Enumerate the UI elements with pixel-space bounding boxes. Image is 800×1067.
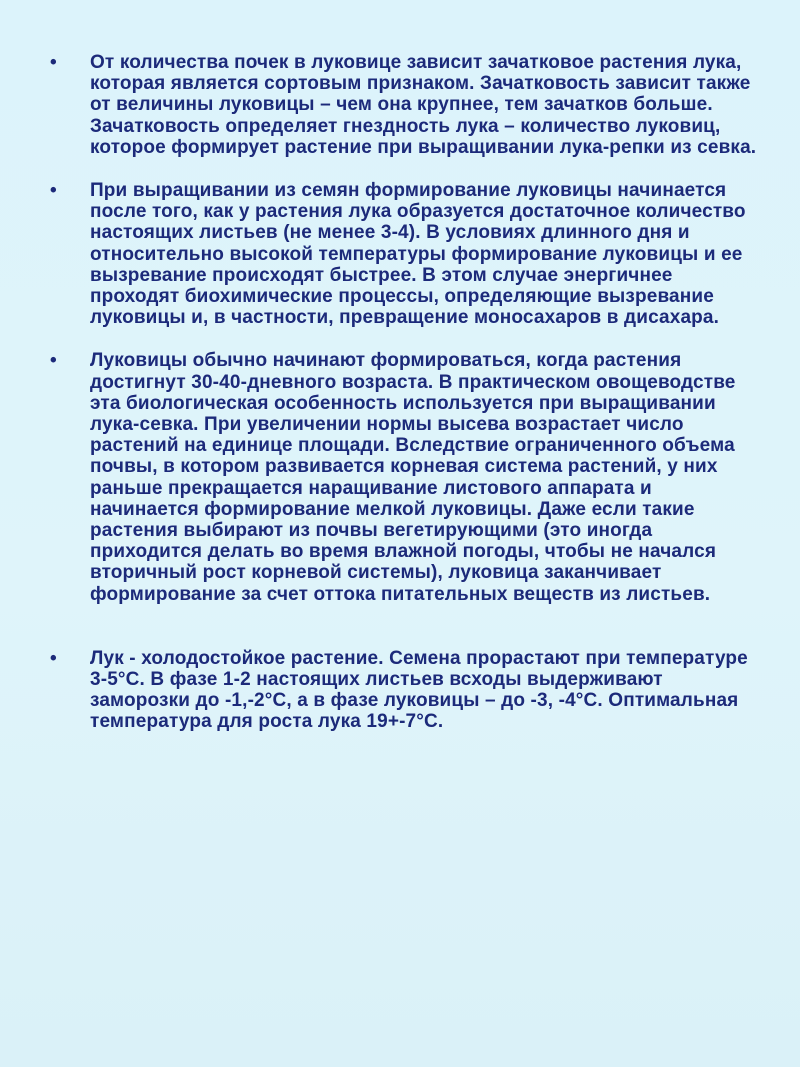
paragraph-text: Лук - холодостойкое растение. Семена прорастают при температуре 3-5°С. В фазе 1-2 настоящих листьев всходы выдерживают заморозки до -1,-2°С, а в фазе луковицы – до -3, -4°С. Оптимальная температура для роста лука 19+-7°С.	[90, 647, 748, 733]
paragraph-text: При выращивании из семян формирование луковицы начинается после того, как у растения лука образуется достаточное количество настоящих листьев (не менее 3-4). В условиях длинного дня и относительно высокой температуры формирование луковицы и ее вызревание происходят быстрее. В этом случае энергичнее проходят биохимические процессы, определяющие вызревание луковицы и, в частности, превращение моносахаров в дисахара.	[90, 180, 746, 329]
bullet-icon: •	[50, 350, 57, 372]
bullet-list	[50, 52, 765, 733]
paragraph-text: Луковицы обычно начинают формироваться, когда растения достигнут 30-40-дневного возраста. В практическом овощеводстве эта биологическая особенность используется при выращивании лука-севка. При увеличении нормы высева возрастает число растений на единице площади. Вследствие ограниченного объема почвы, в котором развивается корневая система растений, у них раньше прекращается наращивание листового аппарата и начинается формирование мелкой луковицы. Даже если такие растения выбирают из почвы вегетирующими (это иногда приходится делать во время влажной погоды, чтобы не начался вторичный рост корневой системы), луковица заканчивает формирование за счет оттока питательных веществ из листьев.	[90, 350, 736, 605]
list-item	[50, 648, 765, 733]
list-item	[50, 52, 765, 158]
list-item	[50, 350, 765, 604]
paragraph-text: От количества почек в луковице зависит зачатковое растения лука, которая является сортовым признаком. Зачатковость зависит также от величины луковицы – чем она крупнее, тем зачатков больше. Зачатковость определяет гнездность лука – количество луковиц, которое формирует растение при выращивании лука-репки из севка.	[90, 52, 757, 158]
bullet-icon: •	[50, 180, 57, 202]
list-item	[50, 180, 765, 328]
bullet-icon: •	[50, 647, 57, 669]
bullet-icon: •	[50, 52, 57, 73]
